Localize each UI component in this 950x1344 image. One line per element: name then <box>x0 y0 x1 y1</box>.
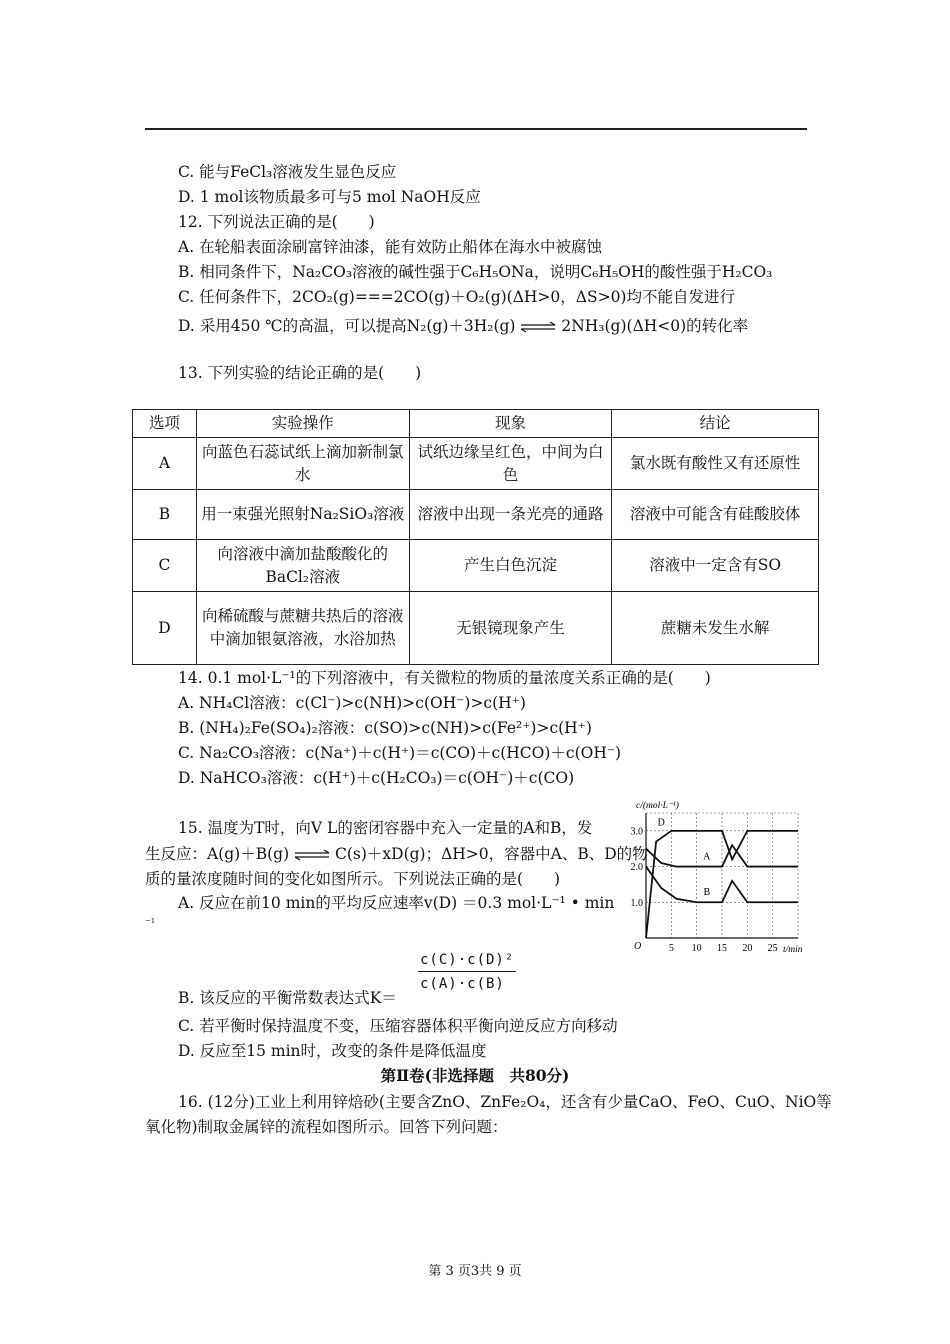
table-cell-operation: 用一束强光照射Na₂SiO₃溶液 <box>196 490 409 540</box>
q12-option-b: B. 相同条件下，Na₂CO₃溶液的碱性强于C₆H₅ONa，说明C₆H₅OH的酸性强于H₂CO₃ <box>178 263 773 281</box>
table-header: 实验操作 <box>196 410 409 438</box>
table-cell-option: D <box>133 592 197 665</box>
table-row <box>133 592 819 665</box>
x-axis-label: t/min <box>783 945 803 955</box>
table-cell-phenomenon: 无银镜现象产生 <box>409 592 612 665</box>
series-label-d: D <box>657 817 665 829</box>
table-cell-conclusion: 蔗糖未发生水解 <box>612 592 819 665</box>
x-tick-label: 15 <box>717 943 727 954</box>
table-cell-phenomenon: 试纸边缘呈红色，中间为白色 <box>409 438 612 490</box>
y-tick-label: 3.0 <box>630 826 643 838</box>
table-header: 选项 <box>133 410 197 438</box>
table-cell-conclusion: 溶液中可能含有硅酸胶体 <box>612 490 819 540</box>
q14-option-c: C. Na₂CO₃溶液：c(Na⁺)＋c(H⁺)＝c(CO)＋c(HCO)＋c(OH⁻) <box>178 744 622 762</box>
series-line-b <box>646 867 798 903</box>
table-cell-phenomenon: 溶液中出现一条光亮的通路 <box>409 490 612 540</box>
table-cell-option: B <box>133 490 197 540</box>
page-footer: 第 3 页3共 9 页 <box>428 1264 522 1279</box>
x-ticks <box>669 943 778 954</box>
q15-option-d: D. 反应至15 min时，改变的条件是降低温度 <box>178 1042 487 1060</box>
q14-stem: 14. 0.1 mol·L⁻¹的下列溶液中，有关微粒的物质的量浓度关系正确的是( ) <box>178 669 711 687</box>
origin-label: O <box>634 941 642 952</box>
table-cell-conclusion: 氯水既有酸性又有还原性 <box>612 438 819 490</box>
table-cell-phenomenon: 产生白色沉淀 <box>409 540 612 592</box>
experiment-table <box>132 409 819 665</box>
fraction-denominator: c(A)·c(B) <box>420 976 505 992</box>
y-ticks <box>631 826 644 908</box>
q16-stem-line2: 氧化物)制取金属锌的流程如图所示。回答下列问题： <box>145 1118 508 1136</box>
q14-option-d: D. NaHCO₃溶液：c(H⁺)＋c(H₂CO₃)＝c(OH⁻)＋c(CO) <box>178 769 575 787</box>
table-header-row <box>133 410 819 438</box>
y-tick-label: 1.0 <box>630 897 643 909</box>
q11-option-d: D. 1 mol该物质最多可与5 mol NaOH反应 <box>178 188 481 206</box>
q16-stem-line1: 16. (12分)工业上利用锌焙砂(主要含ZnO、ZnFe₂O₄，还含有少量CaO、FeO、CuO、NiO等 <box>178 1093 832 1111</box>
x-tick-label: 10 <box>691 943 702 954</box>
q12-d-post: 2NH₃(g)(ΔH<0)的转化率 <box>561 317 749 335</box>
header-rule <box>145 128 807 130</box>
table-cell-operation: 向溶液中滴加盐酸酸化的BaCl₂溶液 <box>196 540 409 592</box>
q15-option-a-continued: ⁻¹ <box>145 916 156 929</box>
q12-option-c: C. 任何条件下，2CO₂(g)===2CO(g)＋O₂(g)(ΔH>0，ΔS>0)均不能自发进行 <box>178 288 735 306</box>
q15-stem-line2 <box>145 844 648 864</box>
table-header: 结论 <box>612 410 819 438</box>
q15-stem-line3: 质的量浓度随时间的变化如图所示。下列说法正确的是( ) <box>145 870 561 888</box>
series-label-a: A <box>703 851 711 863</box>
table-cell-conclusion: 溶液中一定含有SO <box>612 540 819 592</box>
series-line-a <box>646 845 798 866</box>
table-row <box>133 490 819 540</box>
concentration-time-chart <box>620 798 810 958</box>
x-tick-label: 25 <box>767 943 778 954</box>
x-tick-label: 5 <box>668 943 674 954</box>
q14-option-a: A. NH₄Cl溶液：c(Cl⁻)>c(NH)>c(OH⁻)>c(H⁺) <box>178 694 526 712</box>
q15-stem-line1: 15. 温度为T时，向V L的密闭容器中充入一定量的A和B，发 <box>178 819 593 837</box>
y-tick-label: 2.0 <box>630 862 643 874</box>
q12-option-d <box>178 316 748 336</box>
fraction-numerator: c(C)·c(D)² <box>418 952 516 972</box>
q15-option-b: B. 该反应的平衡常数表达式K＝ <box>178 989 397 1007</box>
x-tick-label: 20 <box>742 943 753 954</box>
equilibrium-arrow-icon <box>294 849 330 861</box>
q12-stem: 12. 下列说法正确的是( ) <box>178 213 375 231</box>
equilibrium-constant-fraction <box>418 952 516 992</box>
q13-stem: 13. 下列实验的结论正确的是( ) <box>178 364 422 382</box>
q11-option-c: C. 能与FeCl₃溶液发生显色反应 <box>178 163 397 181</box>
q15-line2-pre: 生反应：A(g)＋B(g) <box>145 845 290 863</box>
table-row <box>133 438 819 490</box>
q15-option-a: A. 反应在前10 min的平均反应速率v(D) ＝0.3 mol·L⁻¹ • min <box>178 894 615 912</box>
table-cell-operation: 向蓝色石蕊试纸上滴加新制氯水 <box>196 438 409 490</box>
q15-line2-post: C(s)＋xD(g)；ΔH>0，容器中A、B、D的物 <box>335 845 648 863</box>
q12-option-a: A. 在轮船表面涂刷富锌油漆，能有效防止船体在海水中被腐蚀 <box>178 238 603 256</box>
q12-d-pre: D. 采用450 ℃的高温，可以提高N₂(g)＋3H₂(g) <box>178 317 516 335</box>
series-label-b: B <box>703 887 711 899</box>
table-row <box>133 540 819 592</box>
table-cell-option: A <box>133 438 197 490</box>
table-cell-option: C <box>133 540 197 592</box>
table-header: 现象 <box>409 410 612 438</box>
section-title: 第Ⅱ卷(非选择题 共80分) <box>380 1066 570 1085</box>
q15-option-c: C. 若平衡时保持温度不变，压缩容器体积平衡向逆反应方向移动 <box>178 1017 618 1035</box>
q14-option-b: B. (NH₄)₂Fe(SO₄)₂溶液：c(SO)>c(NH)>c(Fe²⁺)>c(H⁺) <box>178 719 592 737</box>
y-axis-label: c/(mol·L⁻¹) <box>636 801 679 811</box>
equilibrium-arrow-icon <box>520 321 556 333</box>
table-cell-operation: 向稀硫酸与蔗糖共热后的溶液中滴加银氨溶液，水浴加热 <box>196 592 409 665</box>
